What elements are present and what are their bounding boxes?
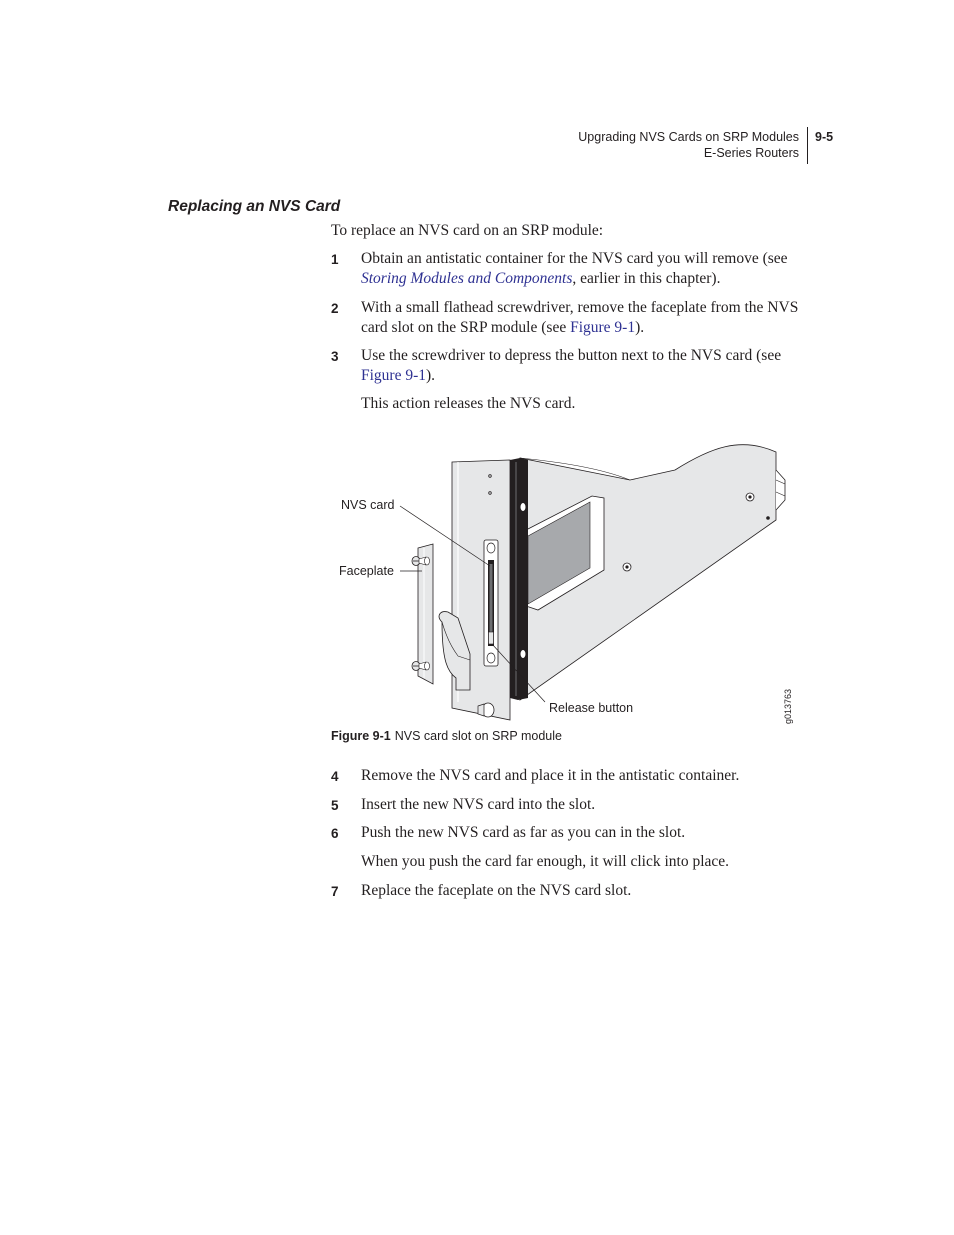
- step-number: 2: [331, 301, 339, 316]
- book-title: E-Series Routers: [703, 146, 799, 160]
- step-text-part: , earlier in this chapter).: [572, 270, 721, 287]
- step-text-part: With a small flathead screwdriver, remove the faceplate from the NVS card slot on the SRP module (see: [361, 299, 799, 336]
- figure-link[interactable]: Figure 9-1: [570, 319, 636, 336]
- figure-link[interactable]: Figure 9-1: [361, 367, 427, 384]
- chapter-title: Upgrading NVS Cards on SRP Modules: [578, 130, 799, 144]
- faceplate-callout: Faceplate: [339, 564, 394, 578]
- running-header: [578, 129, 799, 161]
- step-text: [361, 346, 821, 386]
- figure-nvs-slot: [330, 440, 810, 730]
- step-text-part: ).: [426, 367, 436, 384]
- step-number: 3: [331, 349, 339, 364]
- caption-label: Figure 9-1: [331, 729, 391, 743]
- section-title: Replacing an NVS Card: [168, 198, 341, 215]
- step-5: [331, 795, 821, 815]
- step-number: 4: [331, 769, 339, 784]
- step-number: 7: [331, 884, 339, 899]
- step-note: When you push the card far enough, it will click into place.: [361, 853, 730, 870]
- step-3: [331, 346, 821, 386]
- step-4: [331, 766, 821, 786]
- srp-module-illustration: [330, 440, 810, 730]
- step-text: [361, 298, 821, 338]
- figure-caption: [331, 729, 562, 743]
- step-number: 5: [331, 798, 339, 813]
- step-text: Remove the NVS card and place it in the antistatic container.: [361, 767, 740, 784]
- step-note: This action releases the NVS card.: [361, 395, 576, 412]
- step-text-part: ).: [635, 319, 645, 336]
- step-1: [331, 249, 821, 289]
- intro-text: To replace an NVS card on an SRP module:: [331, 222, 604, 239]
- figure-id: g013763: [783, 688, 793, 724]
- step-text: Push the new NVS card as far as you can in the slot.: [361, 824, 686, 841]
- release-button-callout: Release button: [549, 701, 634, 715]
- step-text-part: Use the screwdriver to depress the button next to the NVS card (see: [361, 347, 782, 364]
- step-7: [331, 881, 821, 901]
- step-text-part: Obtain an antistatic container for the NVS card you will remove (see: [361, 250, 788, 267]
- step-6: [331, 823, 821, 843]
- step-text: Insert the new NVS card into the slot.: [361, 796, 596, 813]
- caption-text: NVS card slot on SRP module: [394, 729, 562, 743]
- page-number: 9-5: [815, 130, 834, 144]
- step-text: Replace the faceplate on the NVS card slot.: [361, 882, 632, 899]
- step-2: [331, 298, 821, 338]
- storing-modules-link[interactable]: Storing Modules and Components: [361, 270, 573, 287]
- step-text: [361, 249, 821, 289]
- header-divider: [807, 127, 808, 164]
- nvs-card-callout: NVS card: [341, 498, 395, 512]
- step-number: 6: [331, 826, 339, 841]
- step-number: 1: [331, 252, 339, 267]
